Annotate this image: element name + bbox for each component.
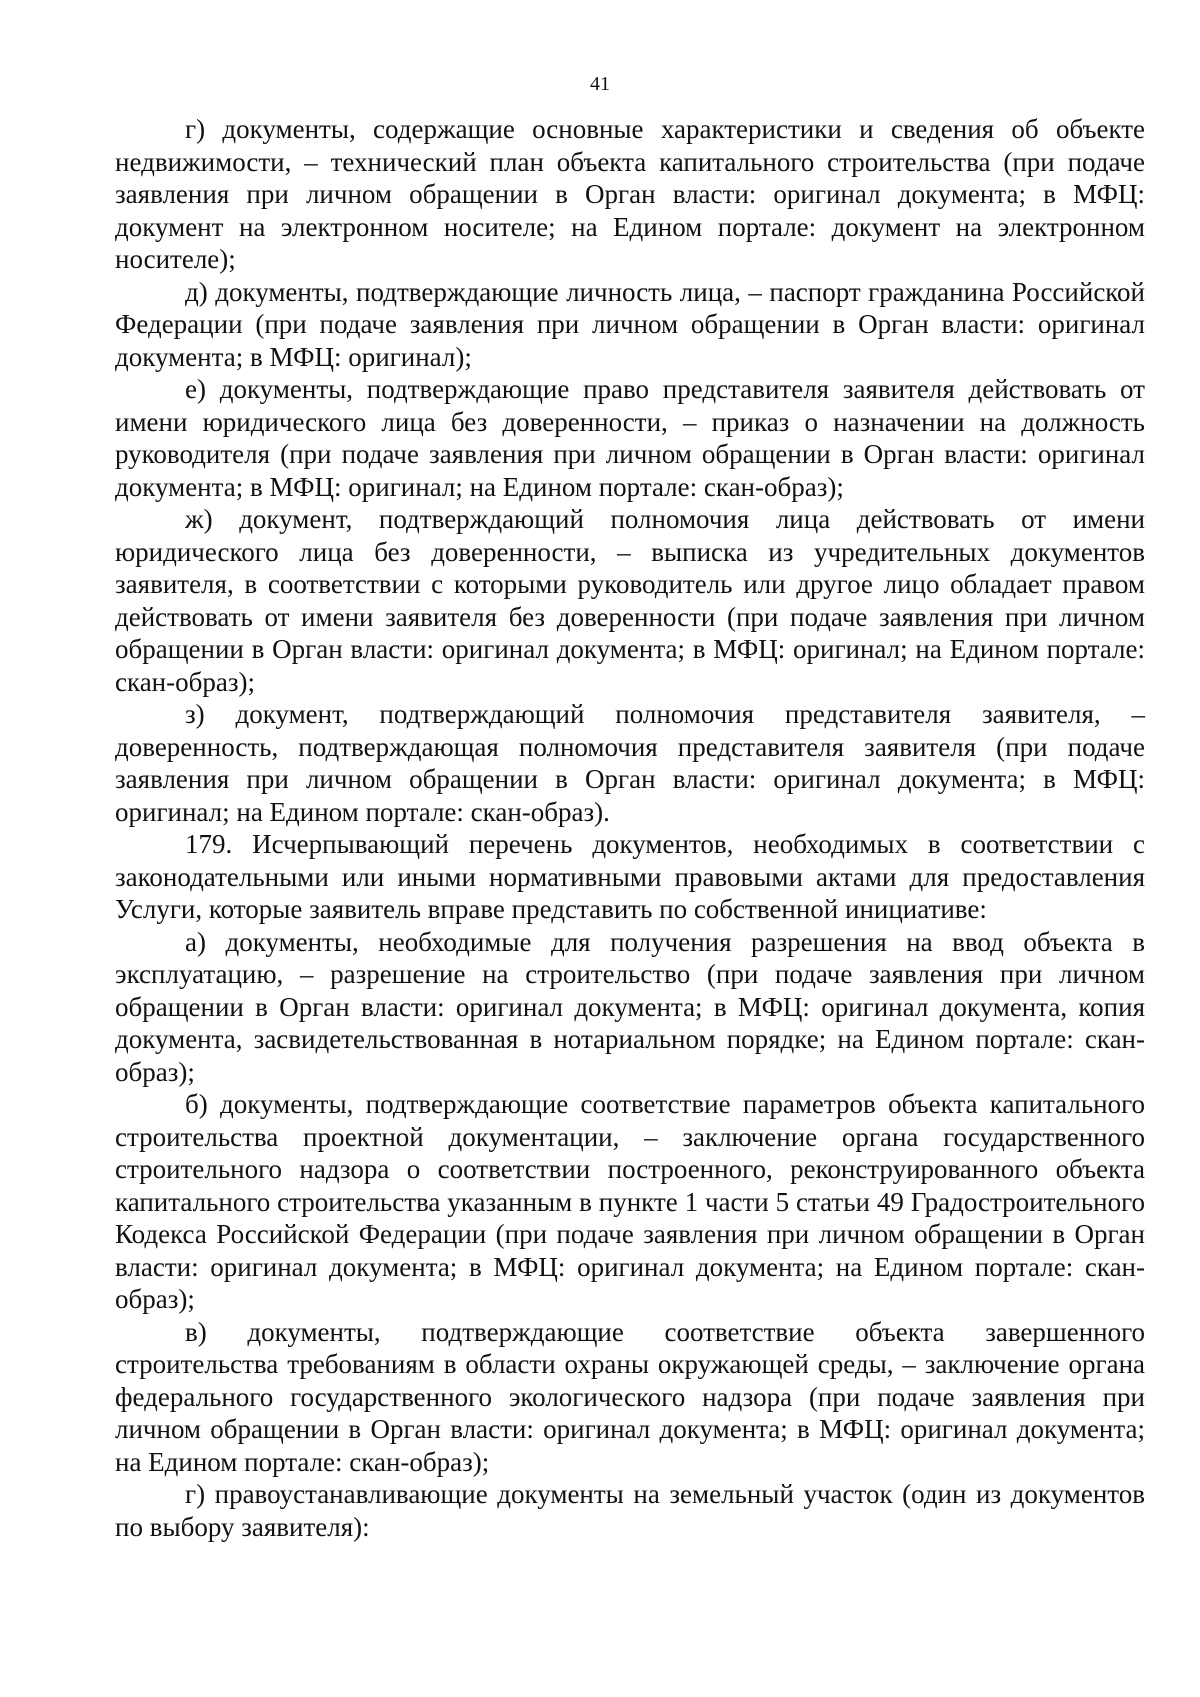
paragraph-clause-179: 179. Исчерпывающий перечень документов, необходимых в соответствии с законодательными или иными нормативными правовыми актами для предоставления Услуги, которые заявитель вправе представить по собственной инициативе:	[115, 829, 1145, 924]
paragraph-item-b: б) документы, подтверждающие соответствие параметров объекта капитального строительства проектной документации, – заключение органа государственного строительного надзора о соответствии построенного, реконструированного объекта капитального строительства указанным в пункте 1 части 5 статьи 49 Градостроительного Кодекса Российской Федерации (при подаче заявления при личном обращении в Орган власти: оригинал документа; в МФЦ: оригинал документа; на Едином портале: скан-образ);	[115, 1089, 1145, 1314]
paragraph-item-z: з) документ, подтверждающий полномочия представителя заявителя, – доверенность, подтверждающая полномочия представителя заявителя (при подаче заявления при личном обращении в Орган власти: оригинал документа; в МФЦ: оригинал; на Едином портале: скан-образ).	[115, 699, 1145, 827]
paragraph-item-g: г) документы, содержащие основные характеристики и сведения об объекте недвижимости, – технический план объекта капитального строительства (при подаче заявления при личном обращении в Орган власти: оригинал документа; в МФЦ: документ на электронном носителе; на Едином портале: документ на электронном носителе);	[115, 114, 1145, 274]
document-body	[115, 113, 1145, 1543]
paragraph-item-g-land: г) правоустанавливающие документы на земельный участок (один из документов по выбору заявителя):	[115, 1479, 1145, 1542]
paragraph-item-v: в) документы, подтверждающие соответствие объекта завершенного строительства требованиям в области охраны окружающей среды, – заключение органа федерального государственного экологического надзора (при подаче заявления при личном обращении в Орган власти: оригинал документа; в МФЦ: оригинал документа; на Едином портале: скан-образ);	[115, 1316, 1145, 1477]
page-number: 41	[590, 73, 610, 95]
paragraph-item-a: а) документы, необходимые для получения разрешения на ввод объекта в эксплуатацию, – разрешение на строительство (при подаче заявления при личном обращении в Орган власти: оригинал документа; в МФЦ: оригинал документа, копия документа, засвидетельствованная в нотариальном порядке; на Едином портале: скан-образ);	[115, 926, 1145, 1087]
paragraph-item-d: д) документы, подтверждающие личность лица, – паспорт гражданина Российской Федерации (при подаче заявления при личном обращении в Орган власти: оригинал документа; в МФЦ: оригинал);	[115, 276, 1145, 372]
paragraph-item-e: е) документы, подтверждающие право представителя заявителя действовать от имени юридического лица без доверенности, – приказ о назначении на должность руководителя (при подаче заявления при личном обращении в Орган власти: оригинал документа; в МФЦ: оригинал; на Едином портале: скан-образ);	[115, 374, 1145, 502]
paragraph-item-zh: ж) документ, подтверждающий полномочия лица действовать от имени юридического лица без доверенности, – выписка из учредительных документов заявителя, в соответствии с которыми руководитель или другое лицо обладает правом действовать от имени заявителя без доверенности (при подаче заявления при личном обращении в Орган власти: оригинал документа; в МФЦ: оригинал; на Едином портале: скан-образ);	[115, 504, 1145, 697]
